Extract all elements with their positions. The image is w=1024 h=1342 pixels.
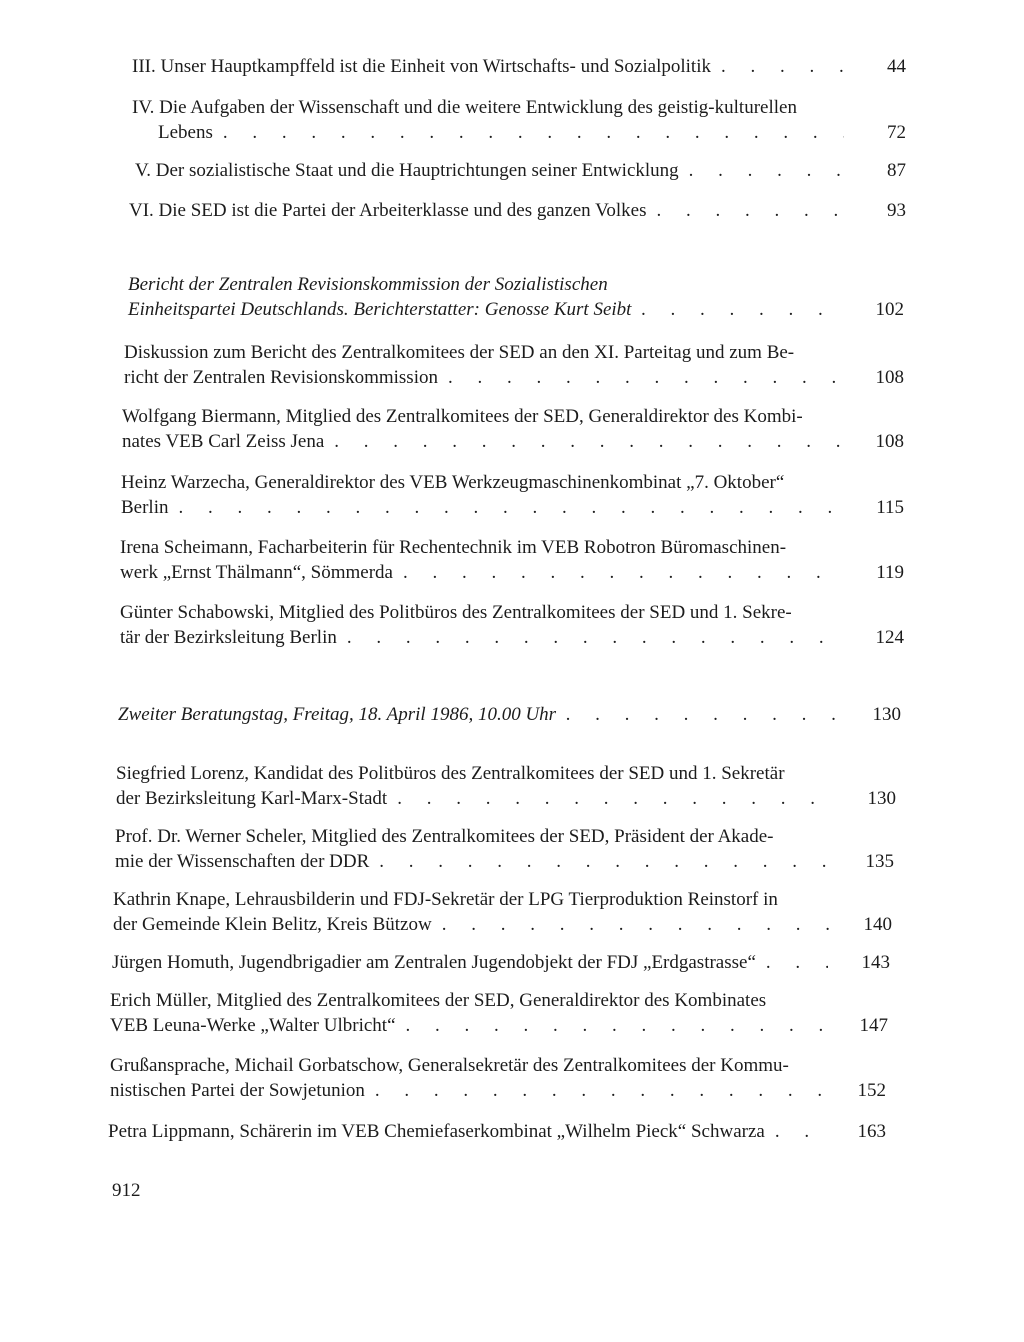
toc-entry-title-cont: werk „Ernst Thälmann“, Sömmerda [120, 562, 393, 583]
toc-entry-title-cont: mie der Wissenschaften der DDR [115, 851, 370, 872]
toc-entry-chapter-6 [129, 198, 906, 223]
leader-dots [213, 120, 844, 145]
toc-page-number: 93 [887, 200, 906, 221]
leader-dots [393, 560, 842, 585]
toc-entry-title: V. Der sozialistische Staat und die Hauptrichtungen seiner Entwicklung [135, 160, 679, 181]
toc-entry-title: Prof. Dr. Werner Scheler, Mitglied des Zentralkomitees der SED, Präsident der Akade- [115, 826, 774, 847]
toc-entry-title-cont: der Bezirksleitung Karl-Marx-Stadt [116, 788, 388, 809]
toc-entry-title: Siegfried Lorenz, Kandidat des Politbüros des Zentralkomitees der SED und 1. Sekretär [116, 763, 785, 784]
leader-dots [711, 54, 844, 79]
toc-entry-warzecha [121, 470, 904, 520]
toc-entry-title-cont: Einheitspartei Deutschlands. Berichterstatter: Genosse Kurt Seibt [128, 299, 632, 320]
toc-entry-title-cont: nates VEB Carl Zeiss Jena [122, 431, 325, 452]
leader-dots [369, 849, 832, 874]
toc-entry-title-cont: Berlin [121, 497, 169, 518]
toc-page-number: 130 [867, 788, 896, 809]
toc-page-number: 108 [875, 367, 904, 388]
toc-entry-title: Zweiter Beratungstag, Freitag, 18. April 1986, 10.00 Uhr [118, 704, 557, 725]
toc-page-number: 163 [857, 1121, 886, 1142]
leader-dots [756, 950, 828, 975]
toc-page-number: 152 [857, 1080, 886, 1101]
toc-entry-chapter-3 [132, 54, 906, 79]
toc-page-number: 115 [876, 497, 904, 518]
leader-dots [169, 495, 843, 520]
toc-entry-title-cont: Lebens [158, 122, 213, 143]
toc-entry-chapter-5 [135, 158, 906, 183]
toc-entry-title: Günter Schabowski, Mitglied des Politbüros des Zentralkomitees der SED und 1. Sekre- [120, 602, 792, 623]
toc-entry-title: Erich Müller, Mitglied des Zentralkomitees der SED, Generaldirektor des Kombinates [110, 990, 767, 1011]
leader-dots [765, 1119, 824, 1144]
toc-entry-gorbatschow [110, 1053, 886, 1103]
toc-entry-mueller [110, 988, 888, 1038]
toc-entry-title: Wolfgang Biermann, Mitglied des Zentralkomitees der SED, Generaldirektor des Kombi- [122, 406, 803, 427]
toc-entry-lorenz [116, 761, 896, 811]
toc-entry-title-cont: VEB Leuna-Werke „Walter Ulbricht“ [110, 1015, 396, 1036]
toc-entry-scheler [115, 824, 894, 874]
leader-dots [324, 429, 842, 454]
leader-dots [556, 702, 839, 727]
toc-page-number: 87 [887, 160, 906, 181]
toc-page-number: 119 [876, 562, 904, 583]
toc-entry-scheimann [120, 535, 904, 585]
toc-entry-homuth [112, 950, 890, 975]
toc-entry-lippmann [108, 1119, 886, 1144]
toc-entry-schabowski [120, 600, 904, 650]
toc-entry-knape [113, 887, 892, 937]
page-number: 912 [112, 1180, 141, 1201]
toc-entry-biermann [122, 404, 904, 454]
toc-entry-title-cont: der Gemeinde Klein Belitz, Kreis Bützow [113, 914, 432, 935]
toc-page-number: 140 [863, 914, 892, 935]
toc-page-number: 124 [875, 627, 904, 648]
leader-dots [438, 365, 842, 390]
toc-entry-chapter-4 [132, 95, 906, 145]
toc-entry-title: Bericht der Zentralen Revisionskommission der Sozialistischen [128, 274, 608, 295]
toc-entry-revision-report [128, 272, 904, 322]
toc-entry-title: Petra Lippmann, Schärerin im VEB Chemiefaserkombinat „Wilhelm Pieck“ Schwarza [108, 1121, 765, 1142]
toc-page-number: 135 [865, 851, 894, 872]
toc-page-number: 108 [875, 431, 904, 452]
toc-entry-title: Irena Scheimann, Facharbeiterin für Rechentechnik im VEB Robotron Büromaschinen- [120, 537, 787, 558]
toc-entry-title: Kathrin Knape, Lehrausbilderin und FDJ-Sekretär der LPG Tierproduktion Reinstorf in [113, 889, 778, 910]
toc-entry-title-cont: richt der Zentralen Revisionskommission [124, 367, 438, 388]
toc-entry-title: Grußansprache, Michail Gorbatschow, Generalsekretär des Zentralkomitees der Kommu- [110, 1055, 789, 1076]
toc-entry-discussion [124, 340, 904, 390]
toc-entry-title: Heinz Warzecha, Generaldirektor des VEB Werkzeugmaschinenkombinat „7. Oktober“ [121, 472, 785, 493]
leader-dots [337, 625, 842, 650]
leader-dots [679, 158, 844, 183]
toc-page-number: 143 [861, 952, 890, 973]
toc-entry-title: Jürgen Homuth, Jugendbrigadier am Zentralen Jugendobjekt der FDJ „Erdgastrasse“ [112, 952, 756, 973]
toc-page-number: 44 [887, 56, 906, 77]
toc-entry-title: III. Unser Hauptkampffeld ist die Einheit von Wirtschafts- und Sozialpolitik [132, 56, 711, 77]
leader-dots [432, 912, 830, 937]
toc-page-number: 72 [887, 122, 906, 143]
toc-entry-title: VI. Die SED ist die Partei der Arbeiterklasse und des ganzen Volkes [129, 200, 647, 221]
toc-page-number: 147 [859, 1015, 888, 1036]
toc-entry-title-cont: nistischen Partei der Sowjetunion [110, 1080, 365, 1101]
toc-page-number: 130 [872, 704, 901, 725]
toc-page-number: 102 [875, 299, 904, 320]
toc-entry-title: IV. Die Aufgaben der Wissenschaft und die weitere Entwicklung des geistig-kulturellen [132, 97, 797, 118]
leader-dots [631, 297, 842, 322]
leader-dots [365, 1078, 824, 1103]
toc-entry-second-day [118, 702, 901, 727]
leader-dots [646, 198, 844, 223]
leader-dots [387, 786, 834, 811]
toc-entry-title-cont: tär der Bezirksleitung Berlin [120, 627, 337, 648]
toc-entry-title: Diskussion zum Bericht des Zentralkomitees der SED an den XI. Parteitag und zum Be- [124, 342, 795, 363]
leader-dots [396, 1013, 826, 1038]
